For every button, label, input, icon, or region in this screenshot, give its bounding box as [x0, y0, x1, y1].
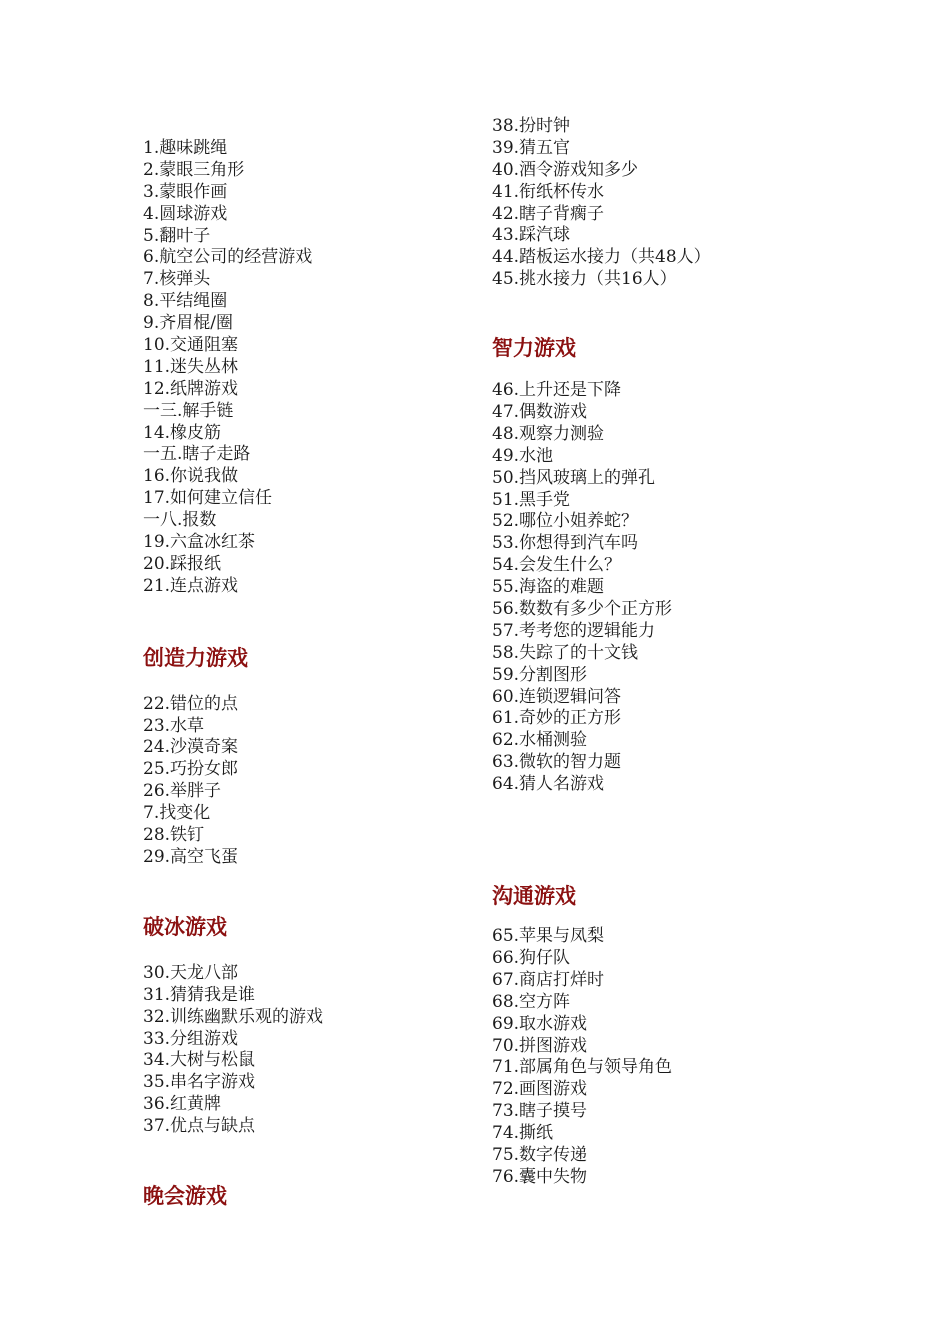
list-item: 一八.报数	[143, 510, 217, 531]
right-column	[492, 116, 812, 1189]
section-heading-party: 晚会游戏	[143, 1182, 227, 1208]
list-item: 74.撕纸	[492, 1123, 554, 1144]
list-item: 66.狗仔队	[492, 947, 571, 968]
list-item: 8.平结绳圈	[143, 291, 228, 312]
list-item: 10.交通阻塞	[143, 335, 239, 356]
list-item: 17.如何建立信任	[143, 488, 273, 509]
list-item: 33.分组游戏	[143, 1028, 239, 1049]
list-item: 30.天龙八部	[143, 962, 239, 983]
list-item: 38.扮时钟	[492, 116, 571, 136]
list-item: 23.水草	[143, 715, 205, 736]
list-item: 44.踏板运水接力（共48人）	[492, 247, 711, 268]
list-item: 20.踩报纸	[143, 553, 222, 574]
game-list	[492, 116, 812, 291]
list-item: 59.分割图形	[492, 664, 588, 685]
list-item: 22.错位的点	[143, 693, 239, 714]
list-item: 48.观察力测验	[492, 423, 605, 444]
list-item: 28.铁钉	[143, 825, 205, 846]
list-item: 71.部属角色与领导角色	[492, 1057, 673, 1078]
section-heading-intellect: 智力游戏	[492, 335, 576, 361]
list-item: 50.挡风玻璃上的弹孔	[492, 467, 656, 488]
section-heading-communication: 沟通游戏	[492, 883, 576, 909]
list-item: 一五.瞎子走路	[143, 444, 251, 465]
list-item: 46.上升还是下降	[492, 380, 622, 401]
list-item: 2.蒙眼三角形	[143, 159, 245, 180]
list-item: 47.偶数游戏	[492, 402, 588, 423]
list-item: 25.巧扮女郎	[143, 759, 239, 780]
list-item: 62.水桶测验	[492, 730, 588, 751]
list-item: 43.踩汽球	[492, 225, 571, 246]
list-item: 36.红黄牌	[143, 1094, 222, 1115]
left-column	[143, 138, 463, 1210]
game-list	[492, 380, 812, 796]
list-item: 63.微软的智力题	[492, 752, 622, 773]
game-list	[143, 694, 463, 869]
list-item: 52.哪位小姐养蛇？	[492, 511, 639, 532]
list-item: 68.空方阵	[492, 991, 571, 1012]
list-item: 6.航空公司的经营游戏	[143, 247, 313, 268]
list-item: 76.囊中失物	[492, 1166, 588, 1187]
list-item: 29.高空飞蛋	[143, 846, 239, 867]
list-item: 39.猜五官	[492, 137, 571, 158]
list-item: 53.你想得到汽车吗	[492, 533, 639, 554]
list-item: 54.会发生什么？	[492, 555, 622, 576]
list-item: 3.蒙眼作画	[143, 181, 228, 202]
list-item: 11.迷失丛林	[143, 356, 239, 377]
list-item: 16.你说我做	[143, 466, 239, 487]
list-item: 35.串名字游戏	[143, 1072, 256, 1093]
list-item: 75.数字传递	[492, 1144, 588, 1165]
section-heading-icebreak: 破冰游戏	[143, 913, 227, 939]
list-item: 32.训练幽默乐观的游戏	[143, 1006, 324, 1027]
game-list	[143, 963, 463, 1138]
list-item: 40.酒令游戏知多少	[492, 159, 639, 180]
list-item: 7.找变化	[143, 803, 211, 824]
list-item: 69.取水游戏	[492, 1013, 588, 1034]
list-item: 72.画图游戏	[492, 1079, 588, 1100]
list-item: 34.大树与松鼠	[143, 1050, 256, 1071]
game-list	[492, 926, 812, 1189]
list-item: 1.趣味跳绳	[143, 138, 228, 158]
list-item: 57.考考您的逻辑能力	[492, 620, 656, 641]
list-item: 24.沙漠奇案	[143, 737, 239, 758]
list-item: 56.数数有多少个正方形	[492, 599, 673, 620]
list-item: 14.橡皮筋	[143, 422, 222, 443]
list-item: 65.苹果与凤梨	[492, 926, 605, 947]
list-item: 58.失踪了的十文钱	[492, 642, 639, 663]
list-item: 60.连锁逻辑问答	[492, 686, 622, 707]
list-item: 9.齐眉棍/圈	[143, 313, 233, 334]
list-item: 64.猜人名游戏	[492, 774, 605, 795]
list-item: 31.猜猜我是谁	[143, 984, 256, 1005]
list-item: 70.拼图游戏	[492, 1035, 588, 1056]
list-item: 61.奇妙的正方形	[492, 708, 622, 729]
list-item: 51.黑手党	[492, 489, 571, 510]
list-item: 55.海盗的难题	[492, 577, 605, 598]
list-item: 49.水池	[492, 445, 554, 466]
list-item: 一三.解手链	[143, 400, 234, 421]
game-list	[143, 138, 463, 598]
list-item: 7.核弹头	[143, 269, 211, 290]
list-item: 5.翻叶子	[143, 225, 211, 246]
list-item: 37.优点与缺点	[143, 1116, 256, 1137]
list-item: 26.举胖子	[143, 781, 222, 802]
list-item: 4.圆球游戏	[143, 203, 228, 224]
section-heading-creativity: 创造力游戏	[143, 644, 248, 670]
list-item: 42.瞎子背瘸子	[492, 203, 605, 224]
list-item: 67.商店打烊时	[492, 969, 605, 990]
list-item: 45.挑水接力（共16人）	[492, 269, 677, 290]
list-item: 19.六盒冰红茶	[143, 532, 256, 553]
list-item: 73.瞎子摸号	[492, 1101, 588, 1122]
list-item: 41.衔纸杯传水	[492, 181, 605, 202]
list-item: 12.纸牌游戏	[143, 378, 239, 399]
list-item: 21.连点游戏	[143, 575, 239, 596]
